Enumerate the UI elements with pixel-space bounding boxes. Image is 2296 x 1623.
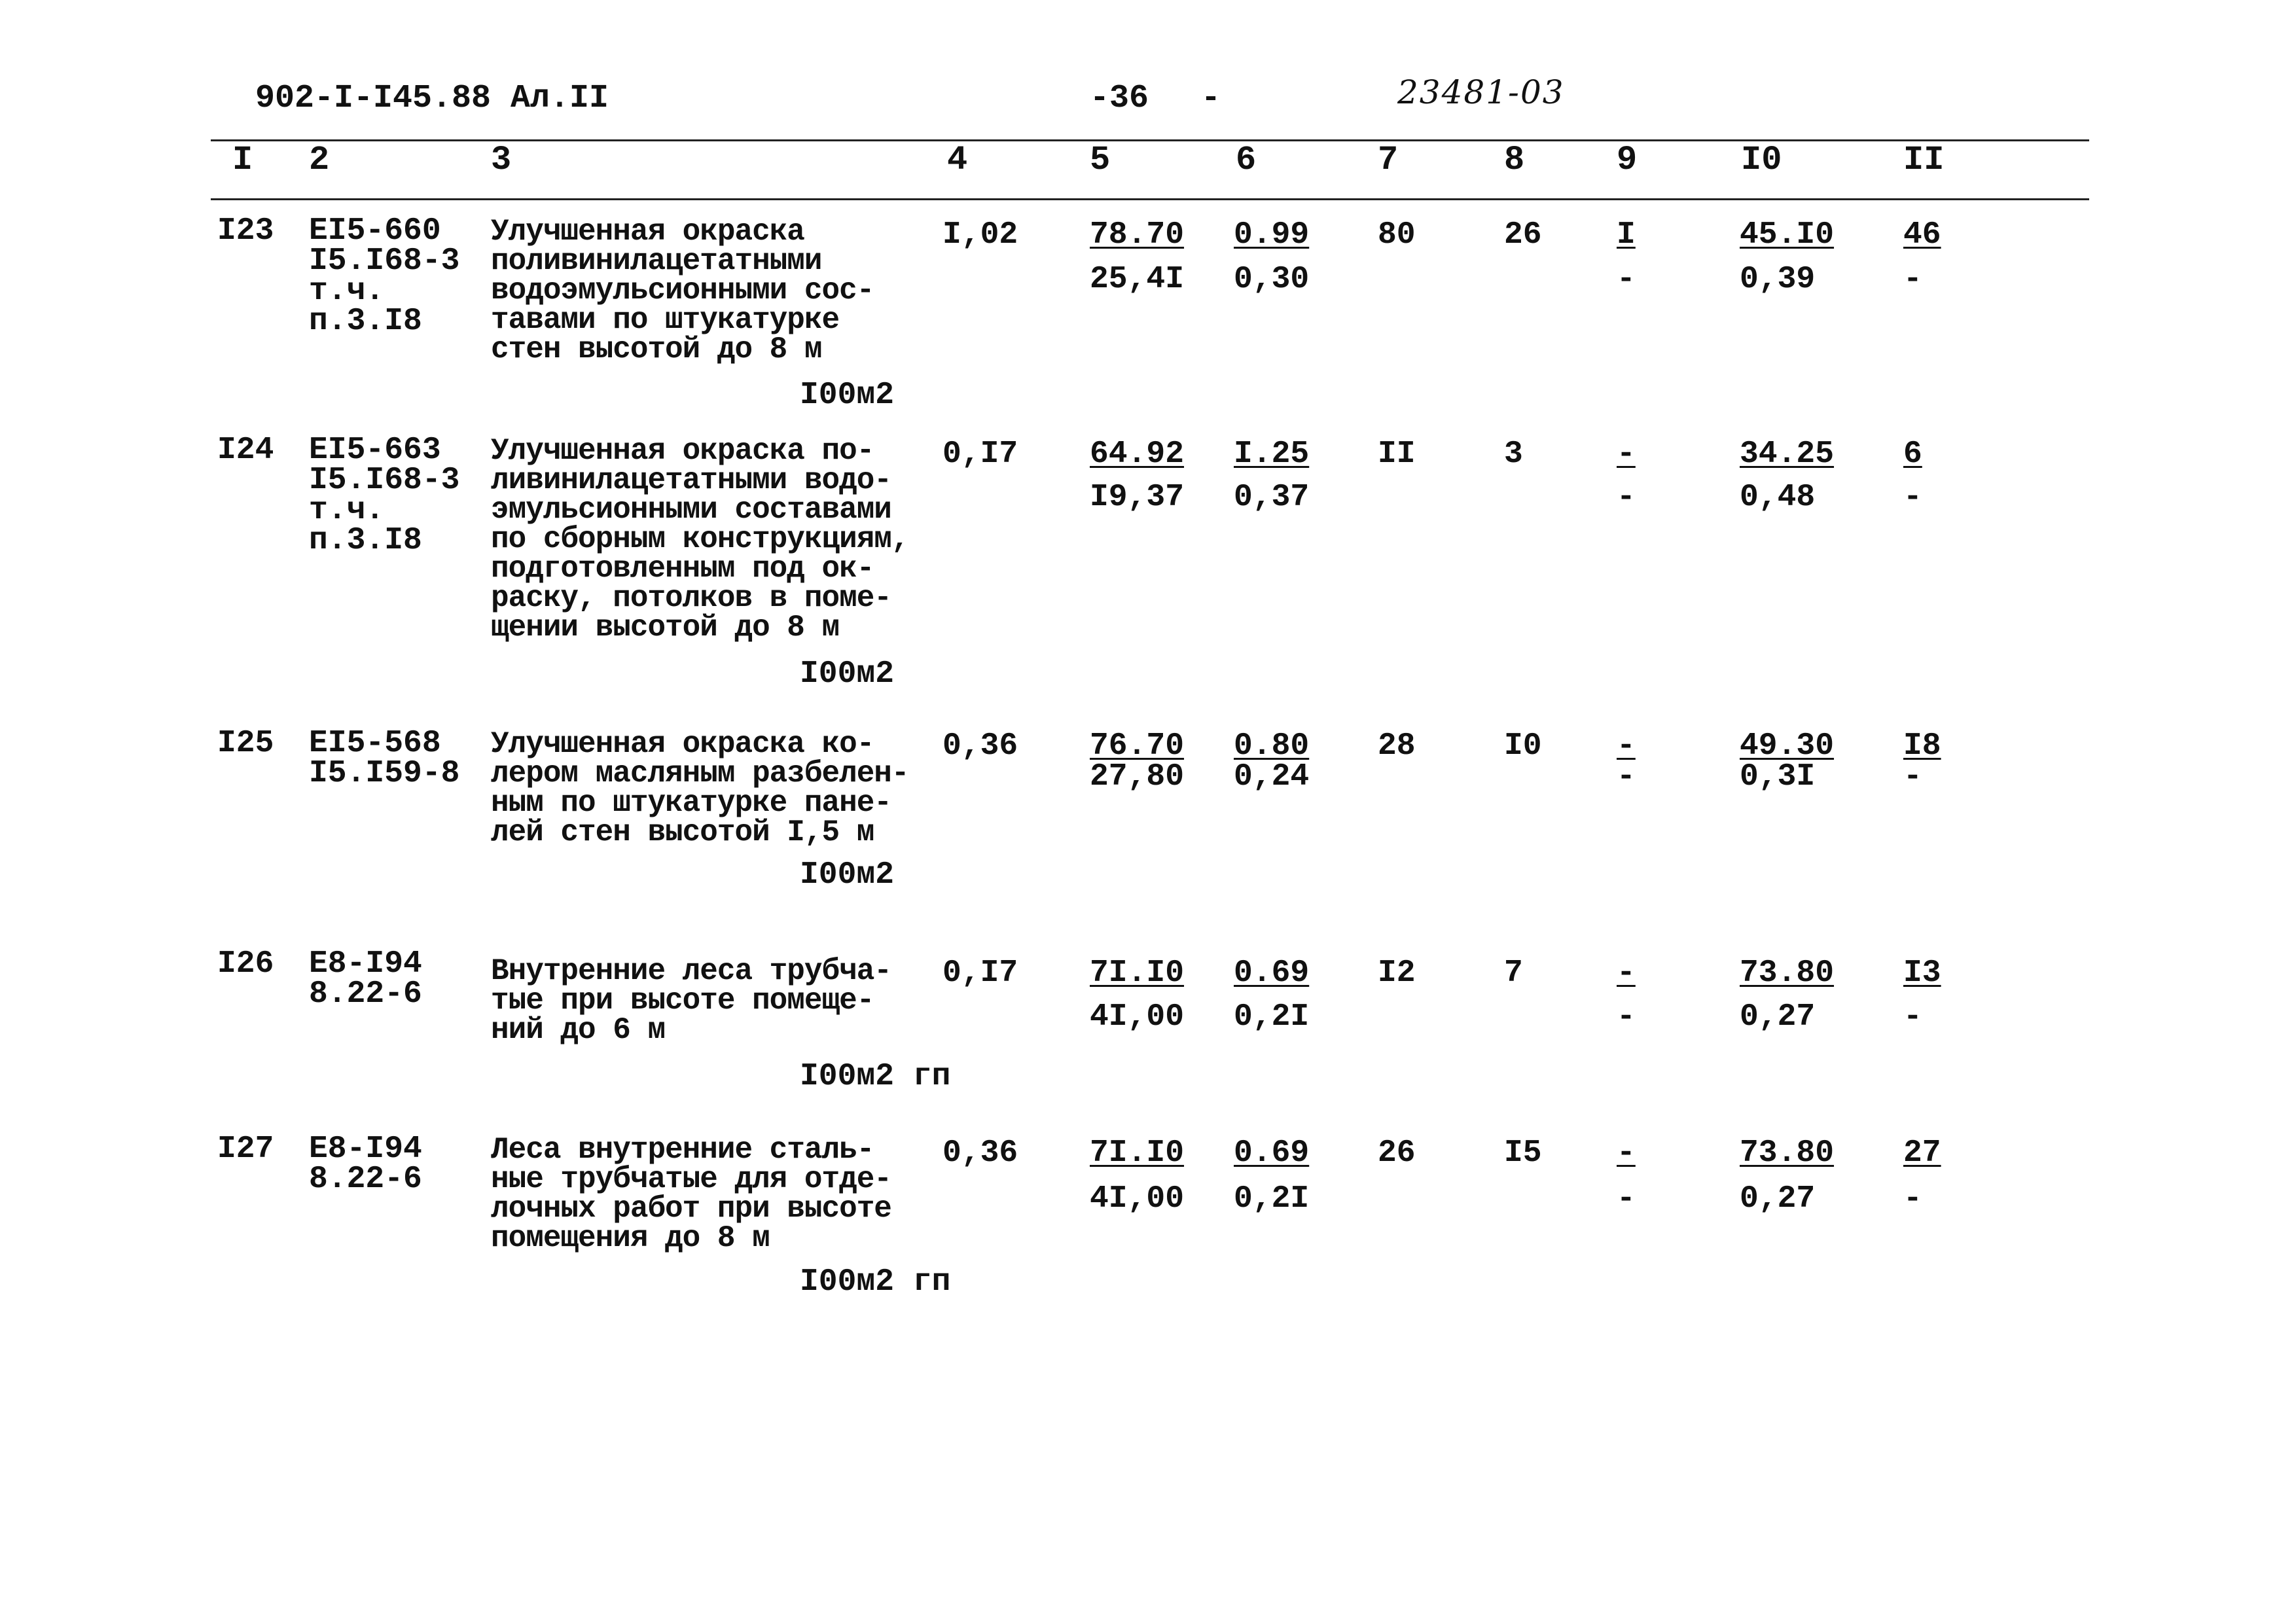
col6-bottom: 0,2I xyxy=(1234,1181,1310,1217)
col5-top: 7I.I0 xyxy=(1090,955,1185,991)
col10-bottom: 0,27 xyxy=(1740,999,1816,1035)
quantity: 0,36 xyxy=(942,1135,1018,1171)
quantity: 0,I7 xyxy=(942,437,1018,472)
col10-top: 49.30 xyxy=(1740,728,1835,764)
col11-bottom: - xyxy=(1903,1181,1922,1217)
col7-value: 80 xyxy=(1378,217,1416,253)
document-code: 902-I-I45.88 xyxy=(255,80,492,117)
unit-of-measure: I00м2 xyxy=(800,857,895,893)
col5-bottom: 25,4I xyxy=(1090,262,1185,297)
col11-bottom: - xyxy=(1903,759,1922,794)
col9-bottom: - xyxy=(1617,999,1636,1035)
col9-top: - xyxy=(1617,1135,1636,1171)
col6-top: 0.69 xyxy=(1234,955,1310,991)
work-description: Леса внутренние сталь- ные трубчатые для отде- лочных работ при высоте помещения до 8 м xyxy=(491,1133,891,1255)
col10-top: 73.80 xyxy=(1740,955,1835,991)
row-number: I27 xyxy=(217,1132,274,1167)
norm-code: EI5-568 I5.I59-8 xyxy=(309,726,460,791)
column-header: 4 xyxy=(947,141,968,179)
col11-top: 6 xyxy=(1903,437,1922,472)
col11-top: I3 xyxy=(1903,955,1941,991)
column-header: 8 xyxy=(1504,141,1525,179)
col7-value: 26 xyxy=(1378,1135,1416,1171)
column-header: 7 xyxy=(1378,141,1399,179)
col9-bottom: - xyxy=(1617,262,1636,297)
col6-top: I.25 xyxy=(1234,437,1310,472)
col8-value: I0 xyxy=(1504,728,1542,764)
row-number: I24 xyxy=(217,433,274,468)
quantity: 0,I7 xyxy=(942,955,1018,991)
col6-bottom: 0,24 xyxy=(1234,759,1310,794)
norm-code: E8-I94 8.22-6 xyxy=(309,1132,422,1197)
norm-code: EI5-663 I5.I68-3 т.ч. п.3.I8 xyxy=(309,433,460,558)
col9-top: - xyxy=(1617,437,1636,472)
sheet-label: Ал.II xyxy=(511,80,609,117)
column-header: I xyxy=(232,141,253,179)
norm-code: E8-I94 8.22-6 xyxy=(309,946,422,1012)
column-header: II xyxy=(1903,141,1945,179)
col9-top: - xyxy=(1617,728,1636,764)
work-description: Улучшенная окраска поливинилацетатными водоэмульсионными сос- тавами по штукатурке стен высотой до 8 м xyxy=(491,215,874,366)
col6-top: 0.99 xyxy=(1234,217,1310,253)
quantity: 0,36 xyxy=(942,728,1018,764)
col7-value: 28 xyxy=(1378,728,1416,764)
column-header: 9 xyxy=(1617,141,1638,179)
col9-bottom: - xyxy=(1617,1181,1636,1217)
page-number: -36 xyxy=(1090,80,1149,117)
work-description: Улучшенная окраска ко- лером масляным разбелен- ным по штукатурке пане- лей стен высотой I,5 м xyxy=(491,727,909,849)
col5-bottom: I9,37 xyxy=(1090,480,1185,515)
col6-top: 0.69 xyxy=(1234,1135,1310,1171)
col11-top: 27 xyxy=(1903,1135,1941,1171)
col5-bottom: 4I,00 xyxy=(1090,1181,1185,1217)
col6-bottom: 0,30 xyxy=(1234,262,1310,297)
col11-bottom: - xyxy=(1903,480,1922,515)
col7-value: II xyxy=(1378,437,1416,472)
col11-top: I8 xyxy=(1903,728,1941,764)
col9-bottom: - xyxy=(1617,480,1636,515)
col10-top: 34.25 xyxy=(1740,437,1835,472)
col5-top: 76.70 xyxy=(1090,728,1185,764)
col7-value: I2 xyxy=(1378,955,1416,991)
work-description: Улучшенная окраска по- ливинилацетатными водо- эмульсионными составами по сборным конструкциям, подготовленным под ок- раску, потолков в поме- щении высотой до 8 м xyxy=(491,434,909,645)
row-number: I25 xyxy=(217,726,274,761)
column-header: 2 xyxy=(309,141,330,179)
col11-bottom: - xyxy=(1903,262,1922,297)
col11-top: 46 xyxy=(1903,217,1941,253)
handwritten-stamp: 23481-03 xyxy=(1397,73,1565,111)
col10-bottom: 0,39 xyxy=(1740,262,1816,297)
col9-top: I xyxy=(1617,217,1636,253)
col5-top: 64.92 xyxy=(1090,437,1185,472)
col9-top: - xyxy=(1617,955,1636,991)
column-header: I0 xyxy=(1741,141,1782,179)
col10-top: 73.80 xyxy=(1740,1135,1835,1171)
col9-bottom: - xyxy=(1617,759,1636,794)
col5-bottom: 4I,00 xyxy=(1090,999,1185,1035)
norm-code: EI5-660 I5.I68-3 т.ч. п.3.I8 xyxy=(309,213,460,339)
unit-of-measure: I00м2 гп xyxy=(800,1264,951,1300)
unit-of-measure: I00м2 xyxy=(800,378,895,413)
col10-bottom: 0,3I xyxy=(1740,759,1816,794)
col10-bottom: 0,27 xyxy=(1740,1181,1816,1217)
col8-value: 26 xyxy=(1504,217,1542,253)
col5-bottom: 27,80 xyxy=(1090,759,1185,794)
col8-value: I5 xyxy=(1504,1135,1542,1171)
col10-top: 45.I0 xyxy=(1740,217,1835,253)
quantity: I,02 xyxy=(942,217,1018,253)
header-bottom-rule xyxy=(211,198,2089,200)
row-number: I23 xyxy=(217,213,274,249)
col6-bottom: 0,2I xyxy=(1234,999,1310,1035)
column-header: 6 xyxy=(1236,141,1257,179)
work-description: Внутренние леса трубча- тые при высоте помеще- ний до 6 м xyxy=(491,954,891,1047)
row-number: I26 xyxy=(217,946,274,982)
col10-bottom: 0,48 xyxy=(1740,480,1816,515)
header-dash: - xyxy=(1201,80,1221,117)
col5-top: 7I.I0 xyxy=(1090,1135,1185,1171)
col8-value: 3 xyxy=(1504,437,1523,472)
col6-top: 0.80 xyxy=(1234,728,1310,764)
col8-value: 7 xyxy=(1504,955,1523,991)
column-header: 5 xyxy=(1090,141,1111,179)
col6-bottom: 0,37 xyxy=(1234,480,1310,515)
unit-of-measure: I00м2 гп xyxy=(800,1059,951,1094)
column-header: 3 xyxy=(491,141,512,179)
col11-bottom: - xyxy=(1903,999,1922,1035)
col5-top: 78.70 xyxy=(1090,217,1185,253)
unit-of-measure: I00м2 xyxy=(800,656,895,692)
